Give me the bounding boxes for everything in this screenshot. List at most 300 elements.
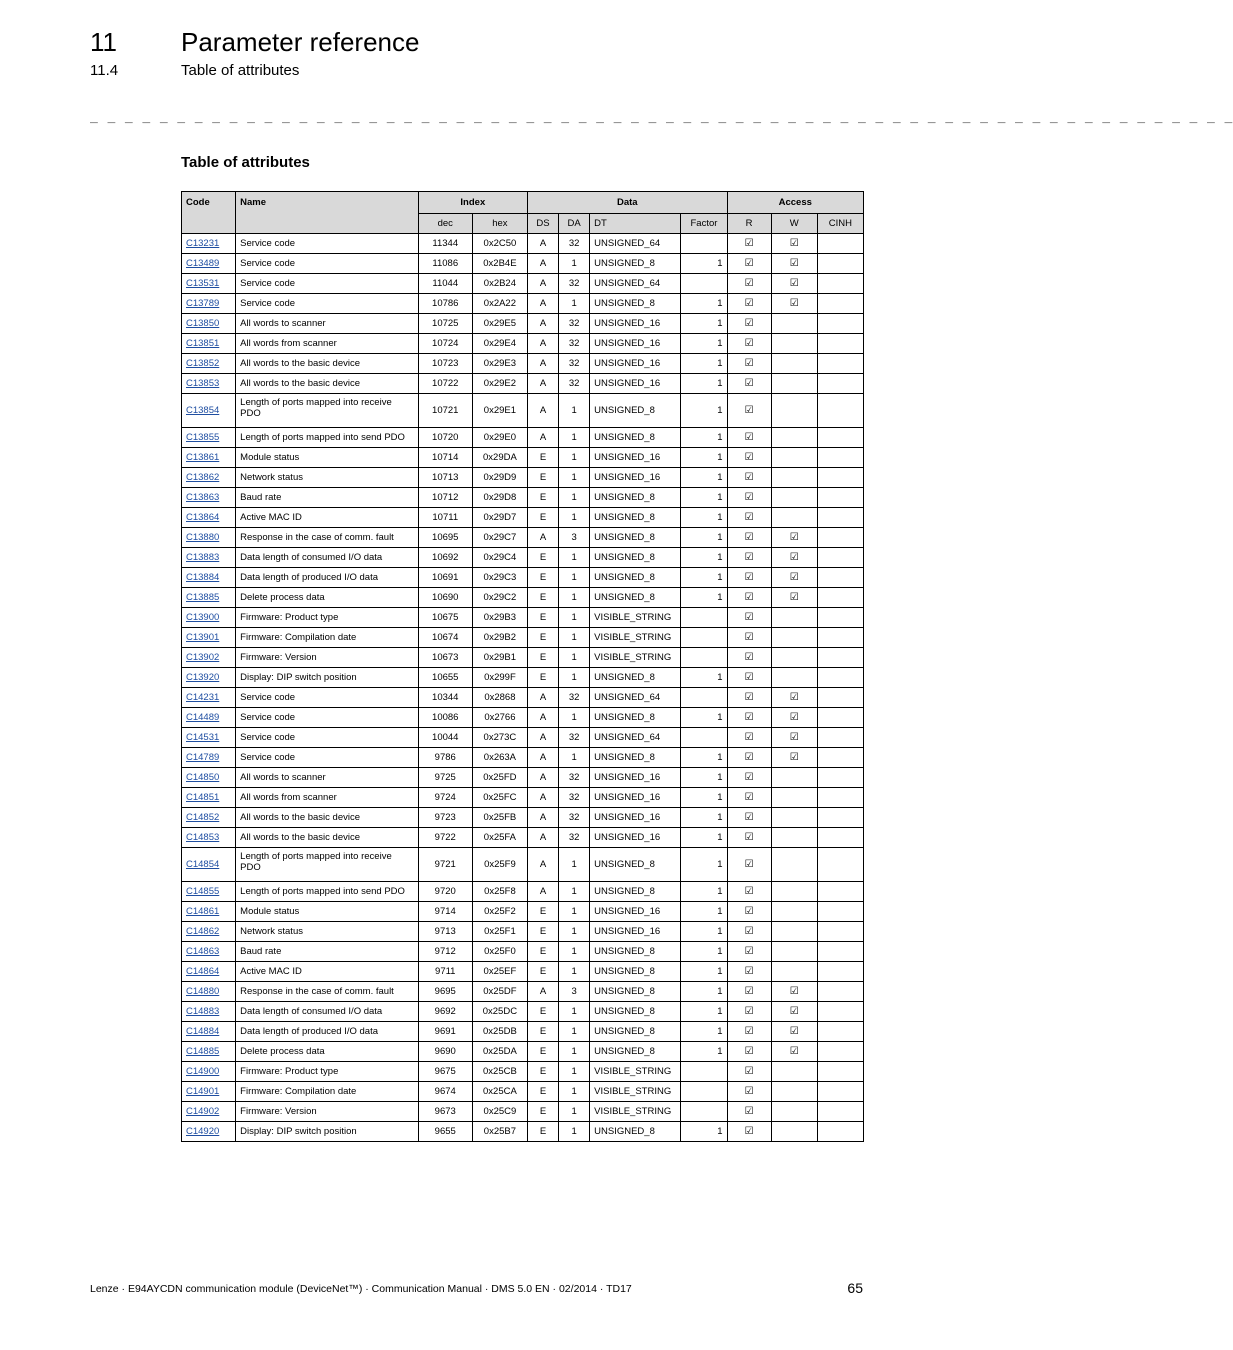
da-cell: 1 bbox=[559, 922, 590, 942]
name-cell: All words to the basic device bbox=[236, 374, 419, 394]
checkbox-checked-icon: ☑ bbox=[789, 298, 799, 309]
dec-cell: 10723 bbox=[418, 354, 472, 374]
code-link[interactable]: C13861 bbox=[186, 452, 220, 463]
checkbox-checked-icon: ☑ bbox=[744, 378, 754, 389]
code-cell bbox=[182, 628, 236, 648]
dt-cell: VISIBLE_STRING bbox=[590, 608, 681, 628]
dec-cell: 9722 bbox=[418, 828, 472, 848]
name-cell: All words to scanner bbox=[236, 314, 419, 334]
access-cinh-cell bbox=[817, 354, 863, 374]
table-row bbox=[182, 922, 864, 942]
dt-cell: UNSIGNED_64 bbox=[590, 728, 681, 748]
dt-cell: UNSIGNED_16 bbox=[590, 468, 681, 488]
code-link[interactable]: C14920 bbox=[186, 1126, 220, 1137]
checkbox-checked-icon: ☑ bbox=[744, 632, 754, 643]
code-cell bbox=[182, 334, 236, 354]
checkbox-checked-icon: ☑ bbox=[744, 318, 754, 329]
name-cell: Active MAC ID bbox=[236, 962, 419, 982]
checkbox-checked-icon: ☑ bbox=[744, 278, 754, 289]
checkbox-checked-icon: ☑ bbox=[744, 1086, 754, 1097]
dt-cell: UNSIGNED_8 bbox=[590, 982, 681, 1002]
da-cell: 1 bbox=[559, 848, 590, 882]
code-cell bbox=[182, 728, 236, 748]
ds-cell: A bbox=[527, 808, 558, 828]
code-cell bbox=[182, 962, 236, 982]
access-cinh-cell bbox=[817, 808, 863, 828]
code-link[interactable]: C13789 bbox=[186, 298, 220, 309]
code-link[interactable]: C14531 bbox=[186, 732, 220, 743]
access-w-cell bbox=[771, 848, 817, 882]
code-link[interactable]: C14851 bbox=[186, 792, 220, 803]
code-link[interactable]: C14901 bbox=[186, 1086, 220, 1097]
da-cell: 32 bbox=[559, 274, 590, 294]
dec-cell: 10721 bbox=[418, 394, 472, 428]
dec-cell: 9691 bbox=[418, 1022, 472, 1042]
code-cell bbox=[182, 548, 236, 568]
name-cell: Length of ports mapped into send PDO bbox=[236, 882, 419, 902]
checkbox-checked-icon: ☑ bbox=[744, 946, 754, 957]
access-r-cell bbox=[727, 648, 771, 668]
checkbox-checked-icon: ☑ bbox=[744, 405, 754, 416]
code-link[interactable]: C13489 bbox=[186, 258, 220, 269]
ds-cell: A bbox=[527, 234, 558, 254]
code-cell bbox=[182, 768, 236, 788]
dec-cell: 9714 bbox=[418, 902, 472, 922]
hex-cell: 0x25B7 bbox=[472, 1122, 527, 1142]
checkbox-checked-icon: ☑ bbox=[744, 859, 754, 870]
ds-cell: E bbox=[527, 648, 558, 668]
access-r-cell bbox=[727, 808, 771, 828]
code-cell bbox=[182, 274, 236, 294]
code-link[interactable]: C14850 bbox=[186, 772, 220, 783]
hex-cell: 0x25FA bbox=[472, 828, 527, 848]
access-cinh-cell bbox=[817, 728, 863, 748]
access-cinh-cell bbox=[817, 274, 863, 294]
code-link[interactable]: C14789 bbox=[186, 752, 220, 763]
ds-cell: E bbox=[527, 1102, 558, 1122]
name-cell: Data length of produced I/O data bbox=[236, 568, 419, 588]
ds-cell: E bbox=[527, 962, 558, 982]
da-cell: 3 bbox=[559, 528, 590, 548]
factor-cell: 1 bbox=[681, 808, 727, 828]
hex-cell: 0x25DB bbox=[472, 1022, 527, 1042]
da-cell: 1 bbox=[559, 254, 590, 274]
da-cell: 1 bbox=[559, 1042, 590, 1062]
code-link[interactable]: C14489 bbox=[186, 712, 220, 723]
hex-cell: 0x2B24 bbox=[472, 274, 527, 294]
code-link[interactable]: C14864 bbox=[186, 966, 220, 977]
dt-cell: UNSIGNED_16 bbox=[590, 354, 681, 374]
code-link[interactable]: C13900 bbox=[186, 612, 220, 623]
checkbox-checked-icon: ☑ bbox=[789, 552, 799, 563]
access-r-cell bbox=[727, 1062, 771, 1082]
dec-cell: 9695 bbox=[418, 982, 472, 1002]
table-row bbox=[182, 902, 864, 922]
hex-cell: 0x25FC bbox=[472, 788, 527, 808]
factor-cell: 1 bbox=[681, 1122, 727, 1142]
access-w-cell bbox=[771, 528, 817, 548]
code-link[interactable]: C13850 bbox=[186, 318, 220, 329]
access-w-cell bbox=[771, 374, 817, 394]
table-row bbox=[182, 768, 864, 788]
da-cell: 1 bbox=[559, 608, 590, 628]
dec-cell: 9786 bbox=[418, 748, 472, 768]
code-link[interactable]: C13884 bbox=[186, 572, 220, 583]
dec-cell: 9721 bbox=[418, 848, 472, 882]
code-link[interactable]: C14902 bbox=[186, 1106, 220, 1117]
table-row bbox=[182, 748, 864, 768]
code-cell bbox=[182, 788, 236, 808]
code-link[interactable]: C13231 bbox=[186, 238, 220, 249]
code-link[interactable]: C14863 bbox=[186, 946, 220, 957]
checkbox-checked-icon: ☑ bbox=[744, 452, 754, 463]
code-cell bbox=[182, 1002, 236, 1022]
hex-cell: 0x29D7 bbox=[472, 508, 527, 528]
access-w-cell bbox=[771, 668, 817, 688]
dt-cell: UNSIGNED_8 bbox=[590, 508, 681, 528]
access-w-cell bbox=[771, 828, 817, 848]
code-link[interactable]: C13880 bbox=[186, 532, 220, 543]
code-cell bbox=[182, 648, 236, 668]
access-cinh-cell bbox=[817, 1062, 863, 1082]
dec-cell: 11086 bbox=[418, 254, 472, 274]
code-link[interactable]: C13531 bbox=[186, 278, 220, 289]
factor-cell bbox=[681, 608, 727, 628]
factor-cell: 1 bbox=[681, 428, 727, 448]
factor-cell: 1 bbox=[681, 488, 727, 508]
access-cinh-cell bbox=[817, 608, 863, 628]
da-cell: 1 bbox=[559, 588, 590, 608]
checkbox-checked-icon: ☑ bbox=[789, 1006, 799, 1017]
name-cell: Firmware: Product type bbox=[236, 608, 419, 628]
code-cell bbox=[182, 1062, 236, 1082]
access-cinh-cell bbox=[817, 394, 863, 428]
code-link[interactable]: C14883 bbox=[186, 1006, 220, 1017]
table-row bbox=[182, 1122, 864, 1142]
code-link[interactable]: C13851 bbox=[186, 338, 220, 349]
da-cell: 32 bbox=[559, 808, 590, 828]
access-r-cell bbox=[727, 1102, 771, 1122]
code-link[interactable]: C14854 bbox=[186, 859, 220, 870]
checkbox-checked-icon: ☑ bbox=[789, 712, 799, 723]
ds-cell: A bbox=[527, 254, 558, 274]
da-cell: 1 bbox=[559, 1102, 590, 1122]
ds-cell: E bbox=[527, 1122, 558, 1142]
dt-cell: UNSIGNED_8 bbox=[590, 568, 681, 588]
hex-cell: 0x2C50 bbox=[472, 234, 527, 254]
dec-cell: 10675 bbox=[418, 608, 472, 628]
hex-cell: 0x29E3 bbox=[472, 354, 527, 374]
table-row bbox=[182, 254, 864, 274]
table-row bbox=[182, 234, 864, 254]
access-r-cell bbox=[727, 274, 771, 294]
access-r-cell bbox=[727, 848, 771, 882]
access-r-cell bbox=[727, 882, 771, 902]
code-link[interactable]: C13864 bbox=[186, 512, 220, 523]
code-cell bbox=[182, 982, 236, 1002]
access-cinh-cell bbox=[817, 234, 863, 254]
header-factor: Factor bbox=[681, 214, 727, 234]
access-cinh-cell bbox=[817, 528, 863, 548]
dec-cell: 10692 bbox=[418, 548, 472, 568]
table-row bbox=[182, 882, 864, 902]
hex-cell: 0x2A22 bbox=[472, 294, 527, 314]
access-w-cell bbox=[771, 608, 817, 628]
dt-cell: UNSIGNED_16 bbox=[590, 902, 681, 922]
hex-cell: 0x29E1 bbox=[472, 394, 527, 428]
code-link[interactable]: C13862 bbox=[186, 472, 220, 483]
dec-cell: 10674 bbox=[418, 628, 472, 648]
code-link[interactable]: C13901 bbox=[186, 632, 220, 643]
table-row bbox=[182, 688, 864, 708]
table-row bbox=[182, 374, 864, 394]
page-number: 65 bbox=[847, 1280, 863, 1296]
code-cell bbox=[182, 508, 236, 528]
access-r-cell bbox=[727, 982, 771, 1002]
code-link[interactable]: C14231 bbox=[186, 692, 220, 703]
factor-cell bbox=[681, 1062, 727, 1082]
code-link[interactable]: C14862 bbox=[186, 926, 220, 937]
ds-cell: A bbox=[527, 982, 558, 1002]
code-cell bbox=[182, 488, 236, 508]
hex-cell: 0x29E0 bbox=[472, 428, 527, 448]
access-cinh-cell bbox=[817, 1102, 863, 1122]
ds-cell: E bbox=[527, 568, 558, 588]
hex-cell: 0x299F bbox=[472, 668, 527, 688]
hex-cell: 0x29C7 bbox=[472, 528, 527, 548]
code-cell bbox=[182, 1022, 236, 1042]
da-cell: 1 bbox=[559, 294, 590, 314]
access-cinh-cell bbox=[817, 314, 863, 334]
factor-cell: 1 bbox=[681, 468, 727, 488]
table-body bbox=[182, 234, 864, 1142]
code-link[interactable]: C13920 bbox=[186, 672, 220, 683]
checkbox-checked-icon: ☑ bbox=[789, 592, 799, 603]
access-cinh-cell bbox=[817, 588, 863, 608]
dec-cell: 9673 bbox=[418, 1102, 472, 1122]
code-link[interactable]: C14855 bbox=[186, 886, 220, 897]
hex-cell: 0x29D8 bbox=[472, 488, 527, 508]
access-w-cell bbox=[771, 274, 817, 294]
dec-cell: 10695 bbox=[418, 528, 472, 548]
ds-cell: A bbox=[527, 354, 558, 374]
name-cell: Firmware: Product type bbox=[236, 1062, 419, 1082]
dec-cell: 9692 bbox=[418, 1002, 472, 1022]
code-link[interactable]: C14900 bbox=[186, 1066, 220, 1077]
code-link[interactable]: C13885 bbox=[186, 592, 220, 603]
access-cinh-cell bbox=[817, 294, 863, 314]
dec-cell: 10720 bbox=[418, 428, 472, 448]
factor-cell: 1 bbox=[681, 982, 727, 1002]
dt-cell: UNSIGNED_64 bbox=[590, 274, 681, 294]
da-cell: 1 bbox=[559, 962, 590, 982]
access-w-cell bbox=[771, 568, 817, 588]
checkbox-checked-icon: ☑ bbox=[744, 298, 754, 309]
table-row bbox=[182, 274, 864, 294]
da-cell: 1 bbox=[559, 448, 590, 468]
code-link[interactable]: C14861 bbox=[186, 906, 220, 917]
checkbox-checked-icon: ☑ bbox=[744, 1106, 754, 1117]
code-cell bbox=[182, 254, 236, 274]
ds-cell: E bbox=[527, 1062, 558, 1082]
code-link[interactable]: C13863 bbox=[186, 492, 220, 503]
name-cell: Delete process data bbox=[236, 588, 419, 608]
access-w-cell bbox=[771, 488, 817, 508]
checkbox-checked-icon: ☑ bbox=[744, 1066, 754, 1077]
factor-cell: 1 bbox=[681, 548, 727, 568]
access-r-cell bbox=[727, 828, 771, 848]
ds-cell: A bbox=[527, 374, 558, 394]
checkbox-checked-icon: ☑ bbox=[744, 792, 754, 803]
name-cell: Service code bbox=[236, 234, 419, 254]
name-cell: Network status bbox=[236, 922, 419, 942]
code-link[interactable]: C13855 bbox=[186, 432, 220, 443]
access-r-cell bbox=[727, 488, 771, 508]
access-w-cell bbox=[771, 294, 817, 314]
access-cinh-cell bbox=[817, 568, 863, 588]
access-w-cell bbox=[771, 1122, 817, 1142]
factor-cell: 1 bbox=[681, 922, 727, 942]
name-cell: Firmware: Compilation date bbox=[236, 1082, 419, 1102]
name-cell: Baud rate bbox=[236, 488, 419, 508]
access-cinh-cell bbox=[817, 548, 863, 568]
hex-cell: 0x29B1 bbox=[472, 648, 527, 668]
access-w-cell bbox=[771, 354, 817, 374]
access-r-cell bbox=[727, 448, 771, 468]
dec-cell: 9725 bbox=[418, 768, 472, 788]
code-link[interactable]: C14884 bbox=[186, 1026, 220, 1037]
dt-cell: UNSIGNED_8 bbox=[590, 882, 681, 902]
dt-cell: UNSIGNED_8 bbox=[590, 588, 681, 608]
code-link[interactable]: C13853 bbox=[186, 378, 220, 389]
code-link[interactable]: C13883 bbox=[186, 552, 220, 563]
header-w: W bbox=[771, 214, 817, 234]
da-cell: 1 bbox=[559, 628, 590, 648]
access-r-cell bbox=[727, 1042, 771, 1062]
dt-cell: UNSIGNED_8 bbox=[590, 668, 681, 688]
access-cinh-cell bbox=[817, 902, 863, 922]
name-cell: Length of ports mapped into receive PDO bbox=[236, 394, 419, 428]
dec-cell: 9724 bbox=[418, 788, 472, 808]
ds-cell: A bbox=[527, 394, 558, 428]
table-row bbox=[182, 468, 864, 488]
table-row bbox=[182, 488, 864, 508]
factor-cell: 1 bbox=[681, 294, 727, 314]
da-cell: 3 bbox=[559, 982, 590, 1002]
dec-cell: 10673 bbox=[418, 648, 472, 668]
name-cell: Baud rate bbox=[236, 942, 419, 962]
table-row bbox=[182, 354, 864, 374]
header-code: Code bbox=[182, 192, 236, 234]
access-cinh-cell bbox=[817, 508, 863, 528]
access-w-cell bbox=[771, 1002, 817, 1022]
access-cinh-cell bbox=[817, 448, 863, 468]
dec-cell: 9712 bbox=[418, 942, 472, 962]
ds-cell: E bbox=[527, 942, 558, 962]
checkbox-checked-icon: ☑ bbox=[744, 832, 754, 843]
table-row bbox=[182, 848, 864, 882]
ds-cell: A bbox=[527, 334, 558, 354]
code-link[interactable]: C13852 bbox=[186, 358, 220, 369]
factor-cell: 1 bbox=[681, 448, 727, 468]
access-r-cell bbox=[727, 748, 771, 768]
access-r-cell bbox=[727, 588, 771, 608]
section-number: 11.4 bbox=[90, 62, 119, 79]
dt-cell: UNSIGNED_8 bbox=[590, 1042, 681, 1062]
dec-cell: 10711 bbox=[418, 508, 472, 528]
table-row bbox=[182, 648, 864, 668]
access-w-cell bbox=[771, 962, 817, 982]
code-cell bbox=[182, 882, 236, 902]
ds-cell: A bbox=[527, 882, 558, 902]
access-w-cell bbox=[771, 314, 817, 334]
factor-cell: 1 bbox=[681, 314, 727, 334]
access-w-cell bbox=[771, 808, 817, 828]
da-cell: 1 bbox=[559, 902, 590, 922]
code-link[interactable]: C14880 bbox=[186, 986, 220, 997]
access-r-cell bbox=[727, 668, 771, 688]
code-cell bbox=[182, 568, 236, 588]
code-link[interactable]: C13902 bbox=[186, 652, 220, 663]
table-row bbox=[182, 808, 864, 828]
hex-cell: 0x2868 bbox=[472, 688, 527, 708]
factor-cell: 1 bbox=[681, 828, 727, 848]
dt-cell: UNSIGNED_8 bbox=[590, 1122, 681, 1142]
hex-cell: 0x25DF bbox=[472, 982, 527, 1002]
code-cell bbox=[182, 748, 236, 768]
checkbox-checked-icon: ☑ bbox=[744, 672, 754, 683]
table-row bbox=[182, 548, 864, 568]
ds-cell: A bbox=[527, 848, 558, 882]
hex-cell: 0x29C2 bbox=[472, 588, 527, 608]
code-cell bbox=[182, 688, 236, 708]
code-link[interactable]: C14852 bbox=[186, 812, 220, 823]
table-row bbox=[182, 528, 864, 548]
dec-cell: 11344 bbox=[418, 234, 472, 254]
code-link[interactable]: C14885 bbox=[186, 1046, 220, 1057]
da-cell: 32 bbox=[559, 374, 590, 394]
da-cell: 1 bbox=[559, 508, 590, 528]
factor-cell: 1 bbox=[681, 1022, 727, 1042]
table-row bbox=[182, 628, 864, 648]
ds-cell: E bbox=[527, 668, 558, 688]
da-cell: 1 bbox=[559, 1122, 590, 1142]
access-r-cell bbox=[727, 1122, 771, 1142]
table-row bbox=[182, 508, 864, 528]
name-cell: Length of ports mapped into send PDO bbox=[236, 428, 419, 448]
ds-cell: A bbox=[527, 768, 558, 788]
code-link[interactable]: C14853 bbox=[186, 832, 220, 843]
header-access: Access bbox=[727, 192, 863, 214]
access-cinh-cell bbox=[817, 1082, 863, 1102]
hex-cell: 0x25F9 bbox=[472, 848, 527, 882]
code-link[interactable]: C13854 bbox=[186, 405, 220, 416]
dec-cell: 9674 bbox=[418, 1082, 472, 1102]
name-cell: Response in the case of comm. fault bbox=[236, 528, 419, 548]
access-r-cell bbox=[727, 294, 771, 314]
access-cinh-cell bbox=[817, 708, 863, 728]
dt-cell: UNSIGNED_8 bbox=[590, 528, 681, 548]
attributes-table bbox=[181, 191, 864, 1142]
dt-cell: UNSIGNED_8 bbox=[590, 848, 681, 882]
ds-cell: E bbox=[527, 448, 558, 468]
factor-cell: 1 bbox=[681, 768, 727, 788]
da-cell: 32 bbox=[559, 728, 590, 748]
dt-cell: UNSIGNED_8 bbox=[590, 294, 681, 314]
da-cell: 32 bbox=[559, 788, 590, 808]
factor-cell: 1 bbox=[681, 374, 727, 394]
table-row bbox=[182, 1082, 864, 1102]
